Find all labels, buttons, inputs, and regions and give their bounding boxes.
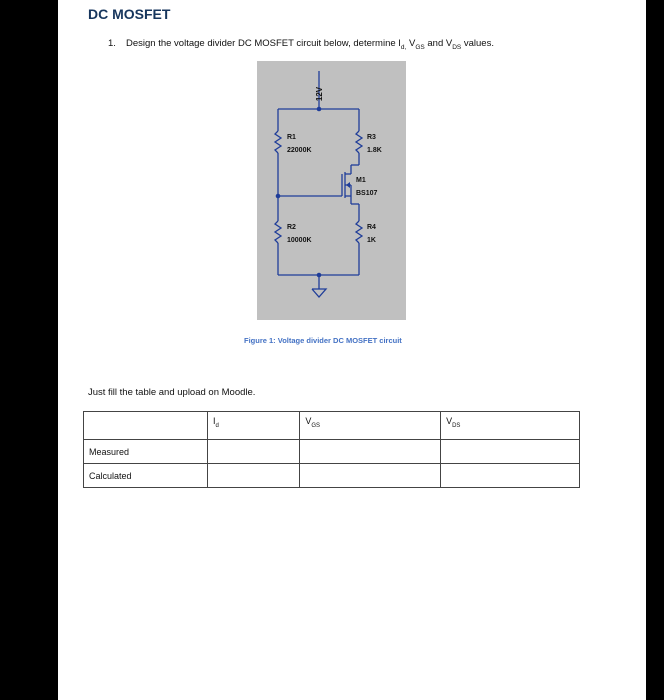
header-empty-cell xyxy=(84,412,208,440)
question-and-text: and V xyxy=(424,38,453,49)
header-vds-sub: DS xyxy=(452,422,461,429)
question-vds-sub: DS xyxy=(452,43,462,51)
question-vgs-main: V xyxy=(408,38,416,49)
page-title: DC MOSFET xyxy=(88,6,171,22)
results-table xyxy=(83,411,580,488)
question-number: 1. xyxy=(108,38,116,49)
figure-caption: Figure 1: Voltage divider DC MOSFET circuit xyxy=(244,336,402,345)
header-vgs-sub: GS xyxy=(311,422,321,429)
m1-name: M1 xyxy=(356,177,366,184)
calculated-vds-cell[interactable] xyxy=(441,464,580,488)
header-vds xyxy=(441,412,580,440)
measured-vgs-cell[interactable] xyxy=(300,440,441,464)
r3-value: 1.8K xyxy=(367,147,382,154)
r4-value: 1K xyxy=(367,237,376,244)
measured-id-cell[interactable] xyxy=(208,440,300,464)
calculated-vgs-cell[interactable] xyxy=(300,464,441,488)
r3-name: R3 xyxy=(367,134,376,141)
table-row xyxy=(84,464,580,488)
question-text-after: values. xyxy=(461,38,494,49)
question-vgs-sub: GS xyxy=(415,43,425,51)
r4-name: R4 xyxy=(367,224,376,231)
m1-part: BS107 xyxy=(356,190,378,197)
calculated-id-cell[interactable] xyxy=(208,464,300,488)
header-id xyxy=(208,412,300,440)
diagram-background xyxy=(257,61,406,320)
instruction-text: Just fill the table and upload on Moodle. xyxy=(88,387,256,398)
supply-label: 12V xyxy=(315,86,324,102)
header-vgs-main: V xyxy=(305,416,312,426)
circuit-diagram xyxy=(257,61,406,320)
table-header-row xyxy=(84,412,580,440)
question-text-before: Design the voltage divider DC MOSFET circuit below, determine I xyxy=(126,38,401,49)
r1-value: 22000K xyxy=(287,147,312,154)
header-vgs xyxy=(300,412,441,440)
header-vds-main: V xyxy=(446,416,453,426)
document-page xyxy=(58,0,646,700)
table-row xyxy=(84,440,580,464)
measured-vds-cell[interactable] xyxy=(441,440,580,464)
header-id-sub: d xyxy=(215,422,219,429)
row-label-measured: Measured xyxy=(84,440,208,464)
r1-name: R1 xyxy=(287,134,296,141)
question-text xyxy=(108,38,494,51)
row-label-calculated: Calculated xyxy=(84,464,208,488)
header-id-main: I xyxy=(213,416,216,426)
r2-name: R2 xyxy=(287,224,296,231)
r2-value: 10000K xyxy=(287,237,312,244)
question-id-sub: d, xyxy=(400,43,407,51)
